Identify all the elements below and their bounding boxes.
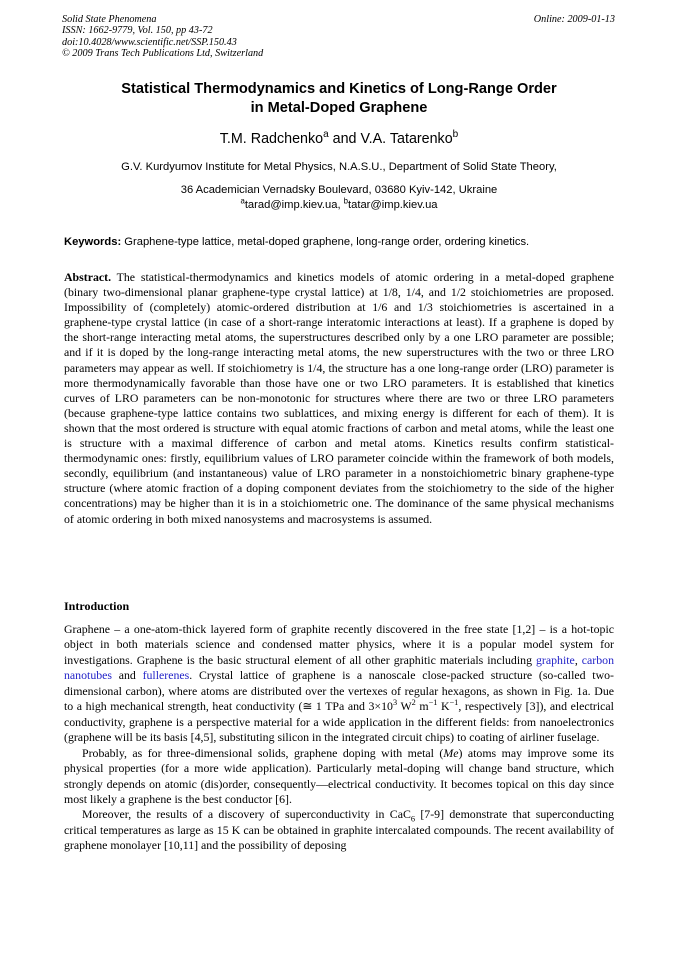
paragraph-text: , respectively [3]), and electrical conductivity, graphene is a perspective material for a wide application in the different fields: from nanoelectronics (graphene will be its basis [4,5], substituting silicon in the integrated circuit chips) to coating of airliner fuselage. (64, 699, 614, 745)
author-separator: and (328, 131, 361, 147)
superscript: −1 (449, 698, 459, 708)
title-line-1: Statistical Thermodynamics and Kinetics of Long-Range Order (121, 81, 557, 97)
paragraph-text: K (437, 699, 450, 714)
paragraph-text: Graphene – a one-atom-thick layered form of graphite recently discovered in the free state [1,2] – is a hot-topic object in both materials science and condensed matter physics, where it is a popular model system for investigations. Graphene is the basic structural element of all other graphitic materials including (64, 622, 614, 667)
journal-copyright: © 2009 Trans Tech Publications Ltd, Switzerland (62, 48, 264, 60)
keywords-text: Graphene-type lattice, metal-doped graphene, long-range order, ordering kinetics. (121, 236, 530, 248)
paragraph-text: Probably, as for three-dimensional solids, graphene doping with metal ( (82, 745, 444, 760)
link-graphite[interactable]: graphite (536, 652, 575, 667)
keywords-label: Keywords: (64, 236, 122, 248)
paragraph-text: m (415, 699, 429, 714)
keywords (64, 235, 616, 250)
paragraph-text: [7-9] demonstrate that superconducting critical temperatures as large as 15 K can be obtained in graphite intercalated compounds. The recent availability of graphene monolayer [10,11] and the possibility of deposing (64, 807, 615, 853)
paragraph-text: W (397, 699, 412, 714)
journal-name: Solid State Phenomena (62, 14, 157, 25)
paragraph (64, 622, 614, 746)
author-affil-mark: b (452, 129, 459, 141)
abstract (64, 270, 614, 527)
symbol-me: Me (443, 745, 459, 760)
email-separator: , (337, 199, 344, 211)
email-address: tatar@imp.kiev.ua (348, 199, 438, 211)
link-fullerenes[interactable]: fullerenes (142, 668, 190, 683)
abstract-text: The statistical-thermodynamics and kinetics models of atomic ordering in a metal-doped graphene (binary two-dimensional planar graphene-type crystal lattice) at 1/8, 1/4, and 1/2 stoichiometries are proposed. Impossibility of (completely) atomic-ordered distribution at 1/6 and 1/3 stoichiometries is ascertained in a graphene-type crystal lattice (in case of a short-range interatomic interactions at least). If a graphene is doped by the short-range interacting metal atoms, the superstructures described only by a one LRO parameter are possible; and if it is doped by the long-range interacting metal atoms, the new superstructures with the two or three LRO parameters may appear as well. If stoichiometry is 1/4, the structure has a one long-range order (LRO) parameter is more thermodynamically favorable than those have one or two LRO parameters. It is established that kinetics curves of LRO parameters can be non-monotonic for structures where there are two or three LRO parameters (because graphene-type lattice contains two sublattices, and mixing energy is different for each of them). It is shown that the most ordered is structure with equal atomic fractions of carbon and metal atoms, while the least one is structure with a maximal difference of carbon and metal atoms. Kinetics results confirm statistical-thermodynamic ones: firstly, equilibrium values of LRO parameter coincide within the framework of both models, secondly, equilibrium (and instantaneous) value of LRO parameter in a nonstoichiometric binary graphene-type structure (where atomic fraction of a doping component deviates from the stoichiometry to the side of the higher concentrations) may be higher than it is in a stoichiometric one. The dominance of the same physical mechanisms of atomic ordering in both mixed nanosystems and macrosystems is assumed. (64, 270, 614, 526)
superscript: −1 (428, 698, 438, 708)
journal-doi: doi:10.4028/www.scientific.net/SSP.150.43 (62, 36, 237, 48)
paragraph-text: Moreover, the results of a discovery of superconductivity in CaC (82, 807, 411, 822)
paragraph-text: . Crystal lattice of graphene is a nanoscale close-packed structure (so-called two-dimensional carbon), where atoms are distributed over the vertexes of regular hexagons, as shown in Fig. 1a. Due to a high mechanical strength, heat conductivity (≅ 1 TPa and 3×10 (64, 668, 614, 714)
affiliation (40, 156, 638, 202)
author-affil-mark: a (323, 129, 329, 141)
journal-header (62, 14, 263, 60)
link-carbon-nanotubes[interactable]: carbon nanotubes (64, 652, 615, 683)
online-date: Online: 2009-01-13 (533, 14, 615, 25)
paragraph (64, 746, 614, 808)
introduction-body (64, 622, 614, 854)
title-line-2: in Metal-Doped Graphene (250, 100, 428, 116)
abstract-label: Abstract. (64, 270, 112, 284)
affiliation-line-2: 36 Academician Vernadsky Boulevard, 03680 Kyiv-142, Ukraine (180, 184, 498, 196)
subscript: 6 (410, 814, 416, 824)
email-address: tarad@imp.kiev.ua (244, 199, 338, 211)
superscript: 3 (392, 698, 398, 708)
email-mark: a (240, 196, 245, 206)
paragraph-text: ) atoms may improve some its physical properties (for a more wide application). Particularly metal-doping will change band structure, which strongly depends on atomic (dis)order, consequently—electrical conductivity. It becomes topical on this day since most likely a graphene is the best conductor [6]. (64, 745, 614, 806)
affiliation-line-1: G.V. Kurdyumov Institute for Metal Physics, N.A.S.U., Department of Solid State Theory, (121, 161, 557, 173)
superscript: 2 (411, 698, 416, 708)
paragraph-text: and (112, 668, 143, 683)
email-mark: b (343, 196, 349, 206)
author-name: V.A. Tatarenko (360, 131, 453, 147)
section-heading: Introduction (64, 599, 130, 613)
paper-title (40, 80, 638, 118)
author-emails (40, 198, 638, 213)
paragraph-text: , (574, 652, 582, 667)
journal-issn: ISSN: 1662-9779, Vol. 150, pp 43-72 (62, 25, 213, 37)
author-name: T.M. Radchenko (219, 131, 324, 147)
author-list (40, 130, 638, 148)
paragraph (64, 807, 614, 853)
